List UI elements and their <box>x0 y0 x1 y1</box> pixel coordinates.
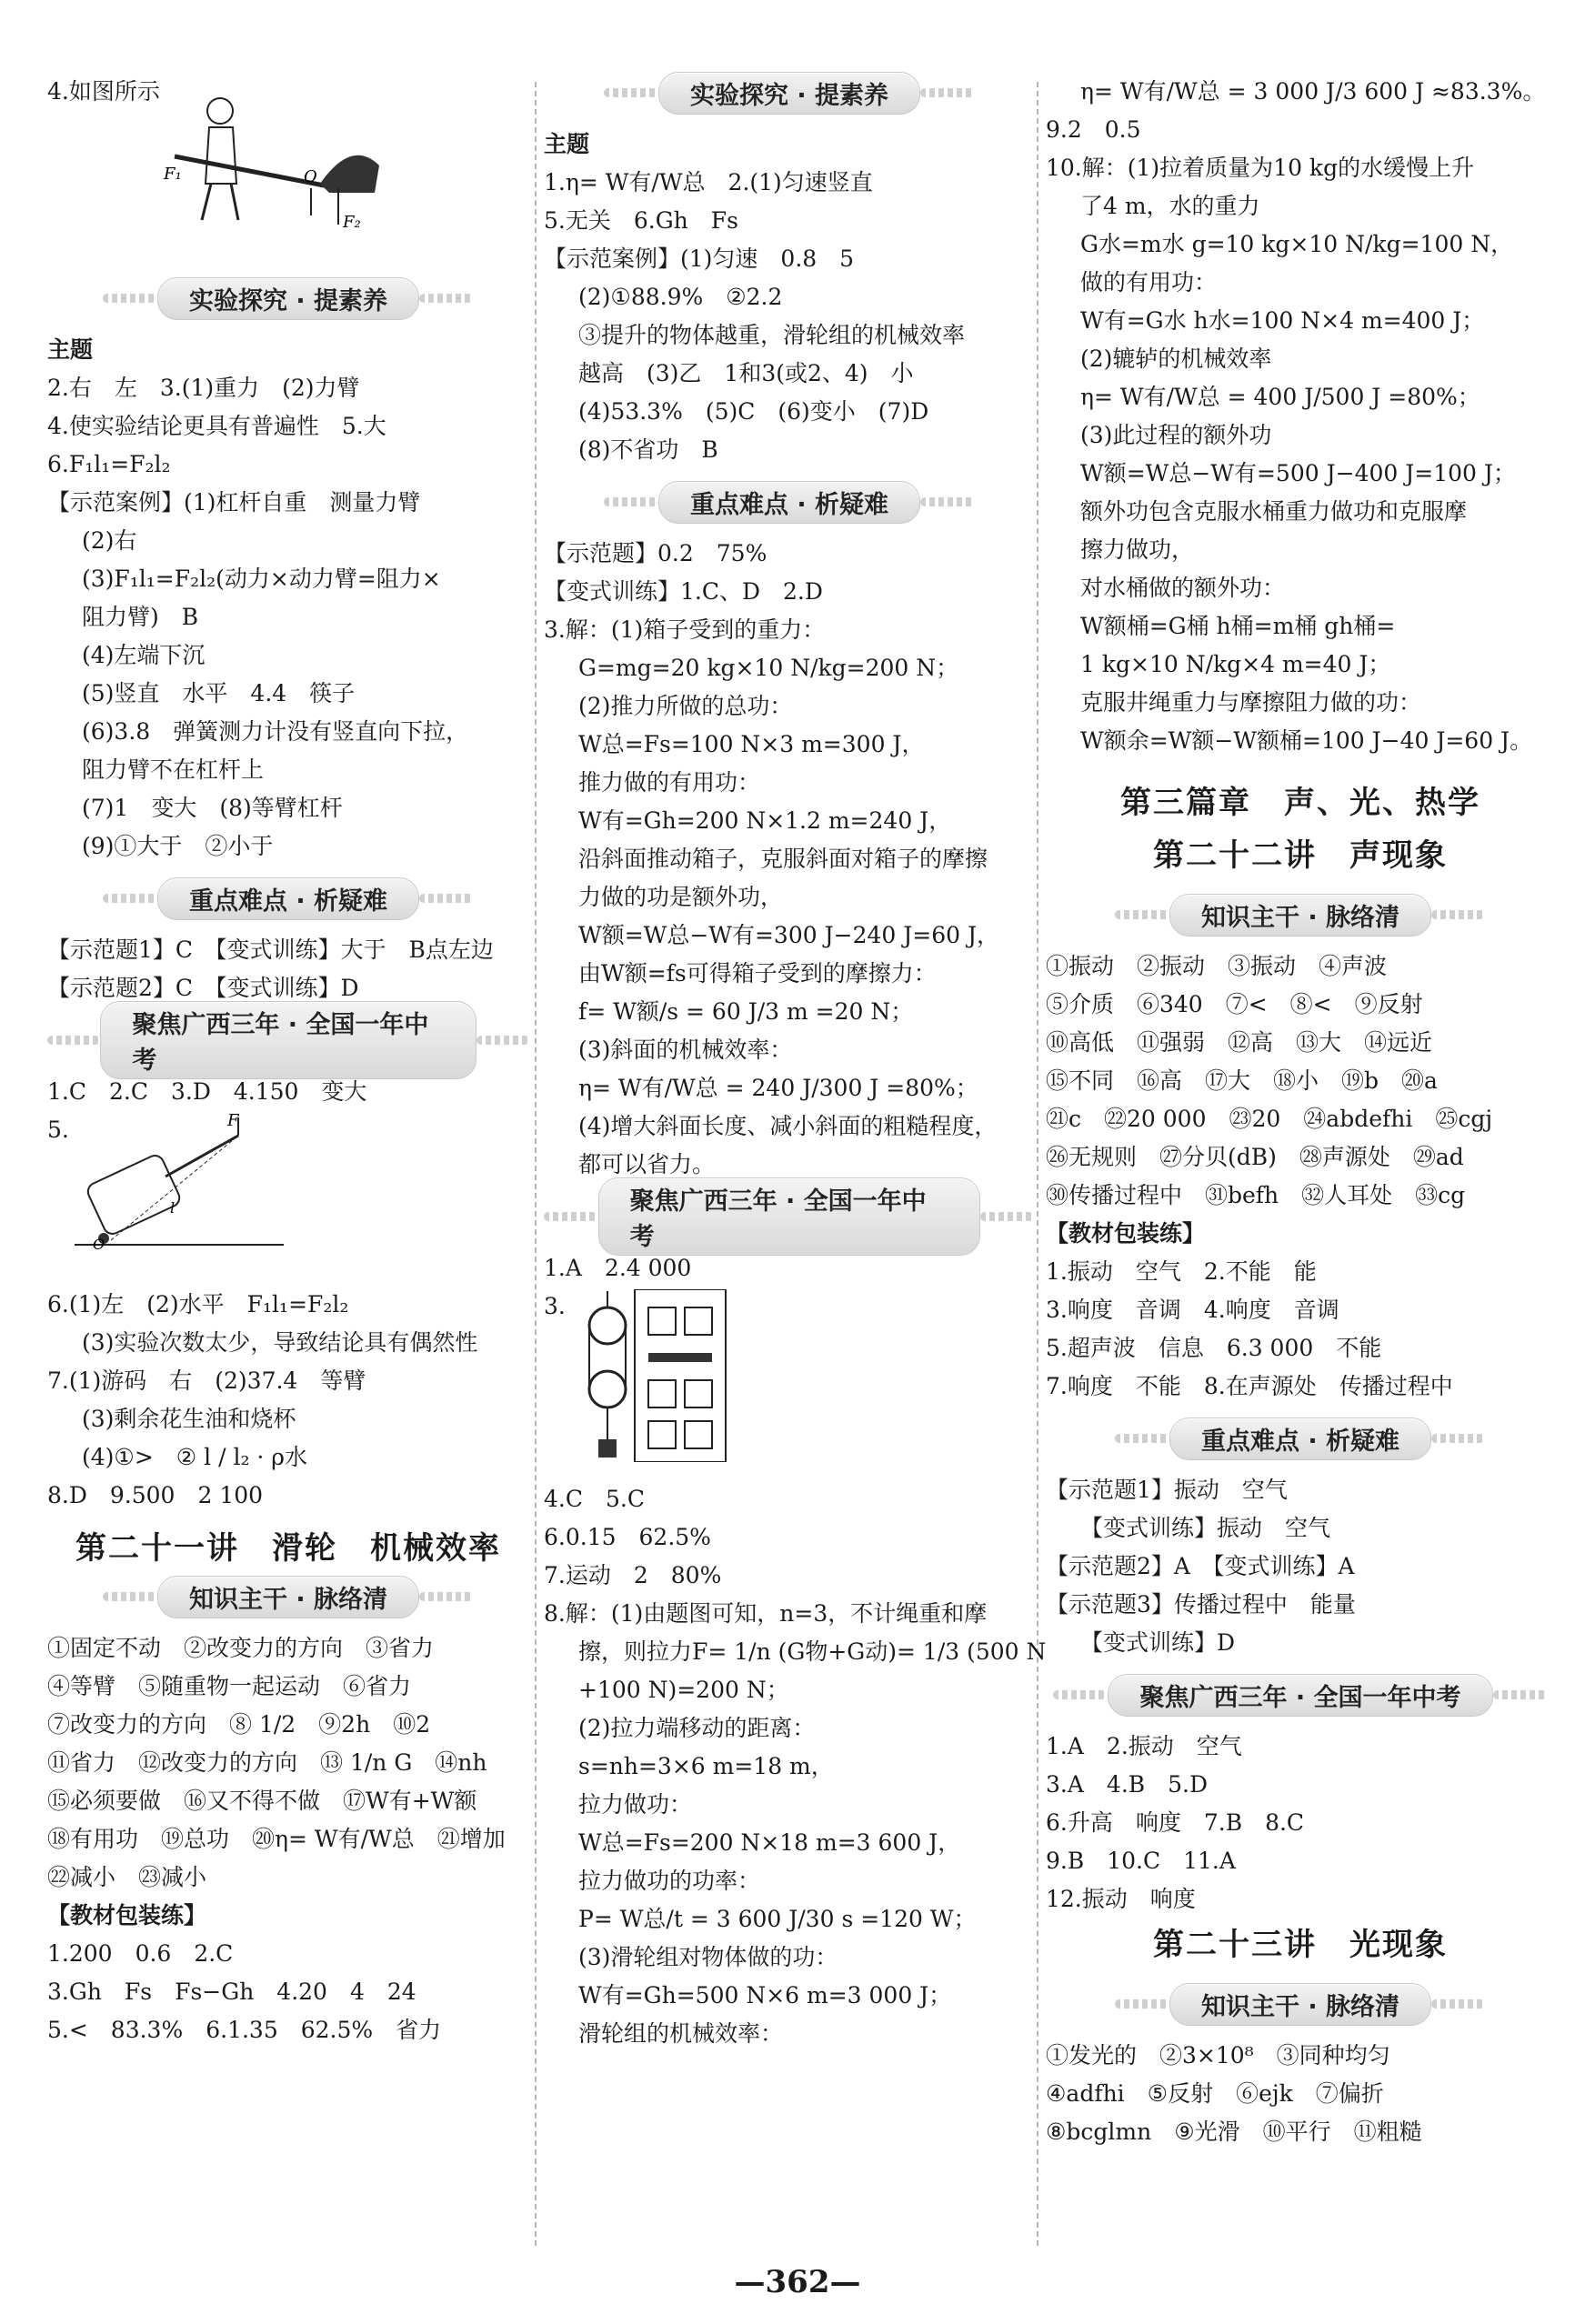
answer-line: f= W额/s = 60 J/3 m =20 N； <box>578 998 914 1025</box>
section-banner <box>544 482 1035 522</box>
answer-line: 滑轮组的机械效率： <box>578 2020 784 2047</box>
banner-label: 重点难点 · 析疑难 <box>1169 1417 1431 1460</box>
page-number: —362— <box>734 2264 861 2300</box>
answer-line: (4)①> ② l / l₂ · ρ水 <box>82 1444 307 1470</box>
answer-line: ⑱有用功 ⑲总功 ⑳η= W有/W总 ㉑增加 <box>47 1826 506 1852</box>
answer-line: (2)推力所做的总功： <box>578 693 793 719</box>
answer-line: G=mg=20 kg×10 N/kg=200 N； <box>578 655 959 681</box>
answer-line: 【变式训练】D <box>1080 1629 1236 1656</box>
answer-line: 5.无关 6.Gh Fs <box>544 207 738 234</box>
section-banner <box>47 278 529 318</box>
answer-line: 3.响度 音调 4.响度 音调 <box>1046 1297 1339 1323</box>
answer-line: (3)滑轮组对物体做的功： <box>578 1944 838 1970</box>
banner-label: 知识主干 · 脉络清 <box>157 1576 419 1618</box>
answer-line: 【变式训练】1.C、D 2.D <box>544 578 823 605</box>
answer-line: W有=G水 h水=100 N×4 m=400 J； <box>1080 307 1485 334</box>
answer-line: 9.B 10.C 11.A <box>1046 1848 1236 1874</box>
answer-line: 了4 m，水的重力 <box>1080 193 1260 219</box>
answer-line: 【示范题1】振动 空气 <box>1046 1477 1288 1503</box>
section-banner <box>1046 1418 1555 1458</box>
subheading: 主题 <box>47 336 94 363</box>
banner-label: 聚焦广西三年 · 全国一年中考 <box>1108 1674 1492 1717</box>
banner-label: 知识主干 · 脉络清 <box>1169 1983 1431 2026</box>
answer-line: 由W额=fs可得箱子受到的摩擦力： <box>578 960 937 987</box>
subheading: 主题 <box>544 131 590 157</box>
subheading: 【教材包装练】 <box>1046 1220 1206 1247</box>
answer-line: 越高 (3)乙 1和3(或2、4) 小 <box>578 360 914 386</box>
answer-line: (2)辘轳的机械效率 <box>1080 346 1272 372</box>
answer-line: 4.使实验结论更具有普遍性 5.大 <box>47 413 386 439</box>
answer-line: W有=Gh=500 N×6 m=3 000 J； <box>578 1982 952 2008</box>
section-banner <box>47 878 529 918</box>
answer-line: (3)F₁l₁=F₂l₂(动力×动力臂=阻力× <box>82 566 441 592</box>
banner-label: 重点难点 · 析疑难 <box>157 877 419 920</box>
answer-line: 5.< 83.3% 6.1.35 62.5% 省力 <box>47 2017 442 2043</box>
f2-label: F₂ <box>343 213 361 229</box>
right-column <box>1046 73 1555 2151</box>
answer-line: 【示范题3】传播过程中 能量 <box>1046 1591 1356 1618</box>
answer-line: 对水桶做的额外功： <box>1080 575 1286 601</box>
answer-line: η= W有/W总 = 240 J/300 J =80%； <box>578 1075 978 1101</box>
answer-line: 1 kg×10 N/kg×4 m=40 J； <box>1080 651 1391 677</box>
answer-line: 7.(1)游码 右 (2)37.4 等臂 <box>47 1367 366 1394</box>
answer-line: (4)增大斜面长度、减小斜面的粗糙程度， <box>578 1113 998 1139</box>
lever-figure <box>47 111 529 265</box>
f1-label: F₁ <box>164 165 182 184</box>
answer-line: ⑧bcglmn ⑨光滑 ⑩平行 ⑪粗糙 <box>1046 2119 1422 2145</box>
answer-line: 1.振动 空气 2.不能 能 <box>1046 1258 1317 1285</box>
answer-line: ⑪省力 ⑫改变力的方向 ⑬ 1/n G ⑭nh <box>47 1749 487 1776</box>
answer-line: 【示范题2】C 【变式训练】D <box>47 975 359 1001</box>
answer-line: ㉚传播过程中 ㉛befh ㉜人耳处 ㉝cg <box>1046 1182 1466 1208</box>
answer-line: 3.解：(1)箱子受到的重力： <box>544 616 826 643</box>
answer-line: 【示范案例】(1)匀速 0.8 5 <box>544 245 855 272</box>
section-banner <box>544 1187 1035 1251</box>
answer-line: 【示范题1】C 【变式训练】大于 B点左边 <box>47 937 494 963</box>
answer-line: ㉒减小 ㉓减小 <box>47 1864 207 1890</box>
answer-line: (3)此过程的额外功 <box>1080 422 1272 448</box>
answer-line: ⑤介质 ⑥340 ⑦< ⑧< ⑨反射 <box>1046 991 1423 1017</box>
answer-line: 阻力臂) B <box>82 604 199 630</box>
answer-line: (6)3.8 弹簧测力计没有竖直向下拉， <box>82 718 469 745</box>
answer-line: η= W有/W总 = 3 000 J/3 600 J ≈83.3%。 <box>1080 78 1546 105</box>
answer-line: (4)53.3% (5)C (6)变小 (7)D <box>578 398 929 425</box>
answer-line: +100 N)=200 N； <box>578 1677 789 1703</box>
pulley-diagram <box>571 1289 735 1462</box>
answer-line: 力做的功是额外功， <box>578 884 784 910</box>
answer-line: W总=Fs=200 N×18 m=3 600 J， <box>578 1829 961 1856</box>
answer-line: P= W总/t = 3 600 J/30 s =120 W； <box>578 1906 977 1932</box>
answer-line: 1.C 2.C 3.D 4.150 变大 <box>47 1078 367 1105</box>
answer-line: ⑮必须要做 ⑯又不得不做 ⑰W有+W额 <box>47 1788 477 1814</box>
answer-line: W总=Fs=100 N×3 m=300 J， <box>578 731 925 757</box>
answer-line: (5)竖直 水平 4.4 筷子 <box>82 680 356 706</box>
answer-line: s=nh=3×6 m=18 m， <box>578 1753 834 1779</box>
answer-line: 4.C 5.C <box>544 1486 645 1512</box>
lecture-title: 第二十三讲 光现象 <box>1153 1927 1448 1963</box>
answer-line: ⑮不同 ⑯高 ⑰大 ⑱小 ⑲b ⑳a <box>1046 1067 1438 1094</box>
answer-line: (2)拉力端移动的距离： <box>578 1715 816 1741</box>
answer-line: 都可以省力。 <box>578 1151 716 1177</box>
answer-line: W有=Gh=200 N×1.2 m=240 J， <box>578 807 952 834</box>
answer-line: W额=W总−W有=500 J−400 J=100 J； <box>1080 460 1516 486</box>
answer-line: (2)右 <box>82 527 137 554</box>
answer-line: 【示范题2】A 【变式训练】A <box>1046 1553 1355 1579</box>
answer-line: 6.(1)左 (2)水平 F₁l₁=F₂l₂ <box>47 1291 349 1317</box>
section-banner <box>1046 895 1555 935</box>
answer-line: 拉力做功的功率： <box>578 1868 761 1894</box>
section-banner <box>47 1011 529 1075</box>
answer-line: 8.解：(1)由题图可知，n=3，不计绳重和摩 <box>544 1600 988 1627</box>
answer-line: 【示范案例】(1)杠杆自重 测量力臂 <box>47 489 421 516</box>
answer-line: ①振动 ②振动 ③振动 ④声波 <box>1046 953 1388 979</box>
answer-line: 1.η= W有/W总 2.(1)匀速竖直 <box>544 169 873 195</box>
answer-line: G水=m水 g=10 kg×10 N/kg=100 N， <box>1080 231 1514 257</box>
answer-line: 2.右 左 3.(1)重力 (2)力臂 <box>47 375 360 401</box>
answer-line: 4.如图所示 <box>47 78 160 105</box>
answer-line: 推力做的有用功： <box>578 769 761 796</box>
suitcase-figure <box>47 1113 529 1286</box>
answer-line: ③提升的物体越重，滑轮组的机械效率 <box>578 322 966 348</box>
answer-line: 5.超声波 信息 6.3 000 不能 <box>1046 1335 1382 1361</box>
part-title: 第三篇章 声、光、热学 <box>1120 785 1480 821</box>
answer-line: (8)不省功 B <box>578 436 718 463</box>
answer-line: 【变式训练】振动 空气 <box>1080 1515 1331 1541</box>
banner-label: 聚焦广西三年 · 全国一年中考 <box>598 1177 981 1256</box>
answer-line: (3)剩余花生油和烧杯 <box>82 1406 296 1432</box>
answer-line: (7)1 变大 (8)等臂杠杆 <box>82 795 343 821</box>
banner-label: 聚焦广西三年 · 全国一年中考 <box>100 1001 476 1079</box>
arm-label: l <box>170 1199 176 1217</box>
o-label: O <box>304 167 317 186</box>
answer-line: 【示范题】0.2 75% <box>544 540 767 566</box>
answer-line: 12.振动 响度 <box>1046 1886 1196 1912</box>
answer-line: 6.升高 响度 7.B 8.C <box>1046 1809 1305 1836</box>
answer-line: (3)斜面的机械效率： <box>578 1037 793 1063</box>
column-divider-1 <box>535 82 537 2246</box>
answer-line: W额=W总−W有=300 J−240 J=60 J， <box>578 922 999 948</box>
section-banner <box>1046 1984 1555 2024</box>
answer-line: η= W有/W总 = 400 J/500 J =80%； <box>1080 384 1480 410</box>
answer-line: 拉力做功： <box>578 1791 693 1818</box>
answer-line: 3.A 4.B 5.D <box>1046 1771 1209 1798</box>
answer-line: 6.F₁l₁=F₂l₂ <box>47 451 171 477</box>
lecture-title: 第二十一讲 滑轮 机械效率 <box>75 1530 501 1567</box>
answer-line: ④等臂 ⑤随重物一起运动 ⑥省力 <box>47 1673 412 1699</box>
suitcase-diagram <box>65 1113 302 1249</box>
answer-line: 擦，则拉力F= 1/n (G物+G动)= 1/3 (500 N <box>578 1638 1047 1665</box>
answer-line: ①发光的 ②3×10⁸ ③同种均匀 <box>1046 2042 1390 2069</box>
banner-label: 知识主干 · 脉络清 <box>1169 894 1431 937</box>
answer-line: ④adfhi ⑤反射 ⑥ejk ⑦偏折 <box>1046 2080 1384 2107</box>
middle-column <box>544 73 1047 2053</box>
answer-line: (3)实验次数太少，导致结论具有偶然性 <box>82 1329 478 1356</box>
banner-label: 重点难点 · 析疑难 <box>658 481 920 524</box>
answer-line: W额余=W额−W额桶=100 J−40 J=60 J。 <box>1080 727 1533 754</box>
answer-line: 6.0.15 62.5% <box>544 1524 711 1550</box>
answer-line: 10.解：(1)拉着质量为10 kg的水缓慢上升 <box>1046 155 1475 181</box>
answer-line: 3.Gh Fs Fs−Gh 4.20 4 24 <box>47 1978 416 2005</box>
answer-line: 1.200 0.6 2.C <box>47 1940 234 1967</box>
force-label: F <box>227 1113 239 1130</box>
answer-line: 8.D 9.500 2 100 <box>47 1482 264 1508</box>
answer-line: 1.A 2.4 000 <box>544 1255 692 1281</box>
answer-line: 9.2 0.5 <box>1046 116 1141 143</box>
answer-line: 3. <box>544 1293 566 1319</box>
answer-line: ⑦改变力的方向 ⑧ 1/2 ⑨2h ⑩2 <box>47 1711 431 1738</box>
answer-line: 额外功包含克服水桶重力做功和克服摩 <box>1080 498 1468 525</box>
answer-line: (2)①88.9% ②2.2 <box>578 284 783 310</box>
answer-line: 1.A 2.振动 空气 <box>1046 1733 1242 1759</box>
answer-line: ①固定不动 ②改变力的方向 ③省力 <box>47 1635 435 1661</box>
section-banner <box>544 73 1035 113</box>
answer-line: ⑩高低 ⑪强弱 ⑫高 ⑬大 ⑭远近 <box>1046 1029 1433 1056</box>
answer-line: ㉖无规则 ㉗分贝(dB) ㉘声源处 ㉙ad <box>1046 1144 1464 1170</box>
answer-line: 做的有用功： <box>1080 269 1218 296</box>
answer-line: 擦力做功， <box>1080 536 1195 563</box>
left-column <box>47 73 529 2049</box>
answer-line: W额桶=G桶 h桶=m桶 gh桶= <box>1080 613 1396 639</box>
answer-line: 克服井绳重力与摩擦阻力做的功： <box>1080 689 1422 716</box>
answer-line: 阻力臂不在杠杆上 <box>82 756 265 783</box>
pivot-label: O <box>93 1236 105 1249</box>
answer-line: 7.响度 不能 8.在声源处 传播过程中 <box>1046 1373 1453 1399</box>
answer-line: 5. <box>47 1117 69 1143</box>
lecture-title: 第二十二讲 声现象 <box>1153 837 1448 874</box>
banner-label: 实验探究 · 提素养 <box>157 277 419 320</box>
section-banner <box>1046 1675 1555 1715</box>
subheading: 【教材包装练】 <box>47 1902 207 1928</box>
answer-line: 7.运动 2 80% <box>544 1562 722 1588</box>
answer-line: (9)①大于 ②小于 <box>82 833 274 859</box>
answer-line: ㉑c ㉒20 000 ㉓20 ㉔abdefhi ㉕cgj <box>1046 1106 1493 1132</box>
pulley-figure <box>544 1326 1035 1480</box>
answer-line: (4)左端下沉 <box>82 642 206 668</box>
answer-line: 沿斜面推动箱子，克服斜面对箱子的摩擦 <box>578 846 988 872</box>
column-divider-2 <box>1037 82 1038 2246</box>
banner-label: 实验探究 · 提素养 <box>658 72 920 115</box>
lever-diagram <box>156 75 456 229</box>
section-banner <box>47 1577 529 1617</box>
